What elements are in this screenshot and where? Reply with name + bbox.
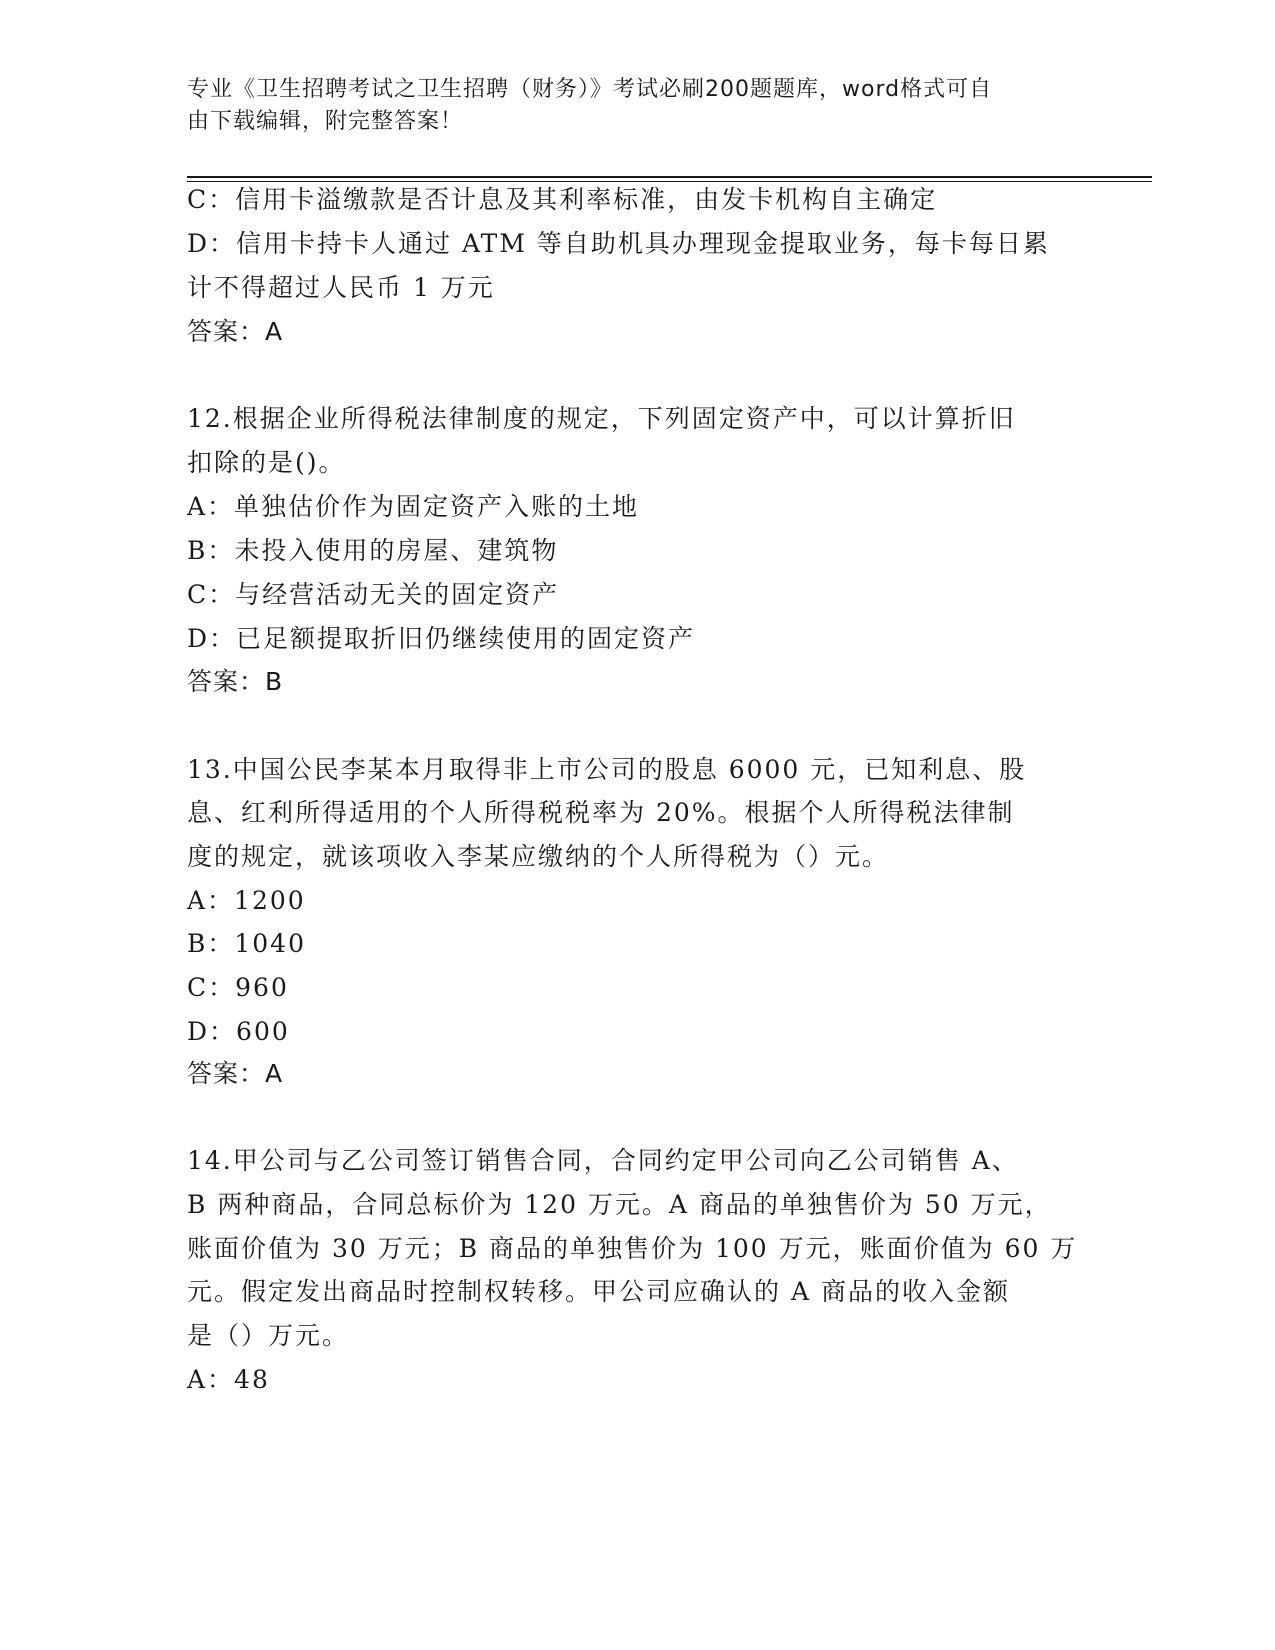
q11-option-c: C：信用卡溢缴款是否计息及其利率标准，由发卡机构自主确定 — [187, 185, 938, 214]
q13-answer: 答案：A — [187, 1059, 284, 1088]
q13-option-c: C：960 — [187, 973, 289, 1002]
q13-option-b: B：1040 — [187, 929, 306, 958]
q11-option-d-line-2: 计不得超过人民币 1 万元 — [187, 273, 495, 302]
q13-stem-line-1: 13.中国公民李某本月取得非上市公司的股息 6000 元，已知利息、股 — [187, 755, 1027, 784]
q14-option-a: A：48 — [187, 1365, 270, 1394]
q14-stem-line-1: 14.甲公司与乙公司签订销售合同，合同约定甲公司向乙公司销售 A、 — [187, 1146, 1019, 1175]
q12-option-b: B：未投入使用的房屋、建筑物 — [187, 536, 559, 565]
q12-option-c: C：与经营活动无关的固定资产 — [187, 580, 560, 609]
q14-stem-line-2: B 两种商品，合同总标价为 120 万元。A 商品的单独售价为 50 万元， — [187, 1190, 1052, 1219]
header-title-line-1: 专业《卫生招聘考试之卫生招聘（财务）》考试必刷200题题库，word格式可自 — [187, 77, 993, 102]
q11-answer: 答案：A — [187, 317, 284, 346]
q13-stem-line-2: 息、红利所得适用的个人所得税税率为 20%。根据个人所得税法律制 — [187, 798, 1015, 827]
q13-stem-line-3: 度的规定，就该项收入李某应缴纳的个人所得税为（）元。 — [187, 842, 890, 871]
q12-stem-line-1: 12.根据企业所得税法律制度的规定，下列固定资产中，可以计算折旧 — [187, 404, 1016, 433]
q14-stem-line-5: 是（）万元。 — [187, 1321, 350, 1350]
q13-option-d: D：600 — [187, 1017, 290, 1046]
q12-option-d: D：已足额提取折旧仍继续使用的固定资产 — [187, 624, 696, 653]
q14-stem-line-3: 账面价值为 30 万元；B 商品的单独售价为 100 万元，账面价值为 60 万 — [187, 1234, 1078, 1263]
q12-answer: 答案：B — [187, 667, 284, 696]
header-title-line-2: 由下载编辑，附完整答案！ — [187, 109, 464, 134]
document-header — [187, 74, 1092, 138]
q12-stem-line-2: 扣除的是()。 — [187, 448, 346, 477]
q14-stem-line-4: 元。假定发出商品时控制权转移。甲公司应确认的 A 商品的收入金额 — [187, 1277, 1010, 1306]
q11-option-d-line-1: D：信用卡持卡人通过 ATM 等自助机具办理现金提取业务，每卡每日累 — [187, 229, 1050, 258]
q13-option-a: A：1200 — [187, 886, 306, 915]
q12-option-a: A：单独估价作为固定资产入账的土地 — [187, 492, 640, 521]
